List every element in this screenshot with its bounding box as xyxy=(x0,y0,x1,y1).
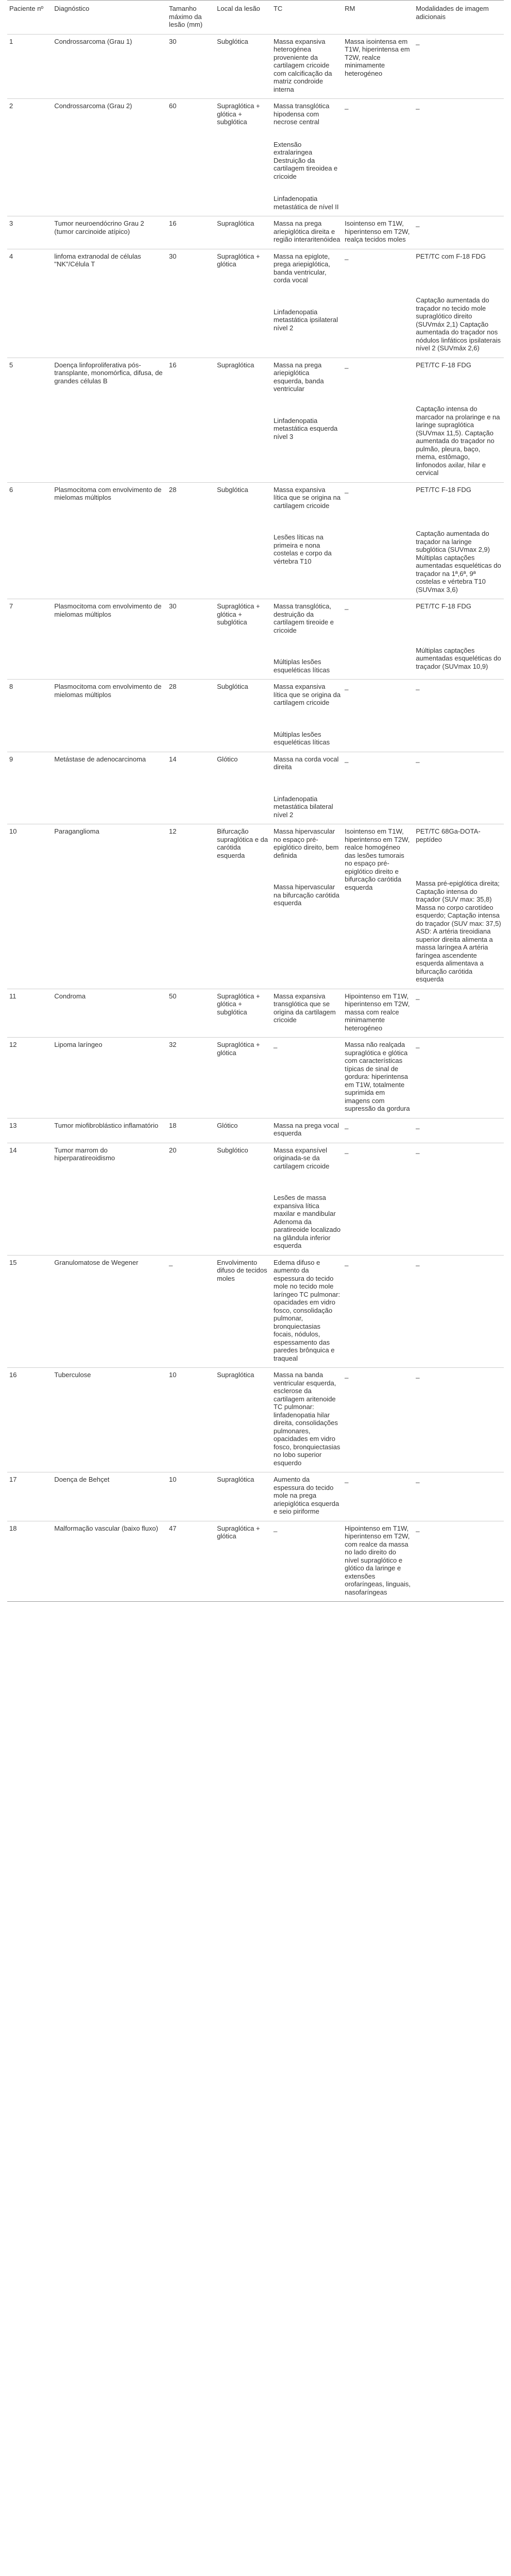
table-row xyxy=(7,680,504,752)
cell-diagnosis: Tuberculose xyxy=(54,1371,91,1379)
cell-ct-segment: Massa transglótica hipodensa com necrose central xyxy=(273,102,330,126)
cell-ct xyxy=(271,482,343,599)
cell-ct xyxy=(271,1472,343,1521)
cell-lesion-size: 18 xyxy=(169,1121,177,1129)
cell-mri xyxy=(343,824,414,989)
cell-ct-segment: Linfadenopatia metastática ipsilateral nível 2 xyxy=(273,308,338,332)
cell-diagnosis: Tumor miofibroblástico inflamatório xyxy=(54,1121,159,1129)
cell-ct-segment: Massa hipervascular na bifurcação carótida esquerda xyxy=(273,883,339,907)
cell-ct xyxy=(271,752,343,824)
cell-diagnosis: Tumor marrom do hiperparatireoidismo xyxy=(54,1146,115,1162)
cell-mri-segment: _ xyxy=(345,485,349,494)
header-mri: RM xyxy=(343,1,414,35)
cell-patient-number: 3 xyxy=(9,219,13,227)
cell-lesion-size: 50 xyxy=(169,992,177,1000)
cell-ct xyxy=(271,34,343,99)
header-site: Local da lesão xyxy=(215,1,271,35)
cell-mri xyxy=(343,1521,414,1602)
cell-patient-number: 5 xyxy=(9,361,13,369)
cell-mri-segment: _ xyxy=(345,361,349,369)
table-row xyxy=(7,249,504,358)
cell-additional-imaging-segment: _ xyxy=(416,1041,420,1048)
cell-ct-segment: Extensão extralaringea Destruição da cartilagem tireoidea e cricoide xyxy=(273,140,338,180)
cell-ct-segment: Lesões de massa expansiva lítica maxilar e mandibular Adenoma da paratireoide localizado na glândula inferior esquerda xyxy=(273,1194,341,1249)
cell-ct-segment: Massa na epiglote, prega ariepiglótica, banda ventricular, corda vocal xyxy=(273,252,330,284)
cell-diagnosis: Condrossarcoma (Grau 2) xyxy=(54,102,132,110)
cell-additional-imaging-segment: Captação aumentada do traçador no tecido mole supraglótico direito (SUVmáx 2,1) Captação aumentada do traçador nos nódulos linfáticos ipsilaterais nível 2 (SUVmáx 2,6) xyxy=(416,296,501,352)
cell-additional-imaging xyxy=(414,752,504,824)
cell-diagnosis: linfoma extranodal de células "NK"/Célula T xyxy=(54,252,141,268)
cell-ct xyxy=(271,824,343,989)
cell-additional-imaging xyxy=(414,1038,504,1118)
table-row xyxy=(7,99,504,216)
cell-diagnosis: Paraganglioma xyxy=(54,827,99,835)
cell-diagnosis: Malformação vascular (baixo fluxo) xyxy=(54,1524,158,1532)
cell-mri-segment: Massa isointensa em T1W, hiperintensa em T2W, realce minimamente heterogéneo xyxy=(345,37,410,77)
cell-ct-segment: Massa transglótica, destruição da cartilagem tireoide e cricoide xyxy=(273,602,334,634)
header-ct: TC xyxy=(271,1,343,35)
cell-lesion-size: _ xyxy=(169,1258,173,1266)
cell-lesion-site: Supraglótica xyxy=(217,361,254,369)
cell-ct-segment: Massa expansível originada-se da cartilagem cricoide xyxy=(273,1146,330,1170)
cell-lesion-site: Glótico xyxy=(217,1121,238,1129)
cell-ct-segment: Múltiplas lesões esqueléticas líticas xyxy=(273,730,330,746)
header-other-imaging: Modalidades de imagem adicionais xyxy=(414,1,504,35)
table-row xyxy=(7,34,504,99)
cell-additional-imaging xyxy=(414,1118,504,1143)
cell-additional-imaging-segment: _ xyxy=(416,1524,420,1532)
cell-additional-imaging-segment: PET/TC F-18 FDG xyxy=(416,361,471,369)
cell-additional-imaging xyxy=(414,680,504,752)
cell-lesion-site: Supraglótica + glótica xyxy=(217,1524,260,1540)
cell-additional-imaging-segment: Captação intensa do marcador na prolaringe e na laringe supraglótica (SUVmax 11,5). Captação aumentada do traçador no pulmão, pleura, baço, rnema, estômago, linfonodos axilar, hilar e cervical xyxy=(416,405,500,477)
cell-mri-segment: _ xyxy=(345,102,349,110)
cell-additional-imaging-segment: _ xyxy=(416,219,420,227)
table-row xyxy=(7,752,504,824)
cell-ct xyxy=(271,1521,343,1602)
cell-lesion-site: Glótico xyxy=(217,755,238,763)
cell-diagnosis: Doença linfoproliferativa pós-transplante, monomórfica, difusa, de grandes células B xyxy=(54,361,163,385)
cell-additional-imaging-segment: Múltiplas captações aumentadas esqueléticas do traçador (SUVmax 10,9) xyxy=(416,646,501,670)
table-row xyxy=(7,216,504,249)
table-row xyxy=(7,358,504,482)
cell-ct-segment: Massa na prega vocal esquerda xyxy=(273,1121,339,1137)
cell-mri xyxy=(343,1255,414,1368)
cell-lesion-site: Supraglótica + glótica xyxy=(217,252,260,268)
cell-ct xyxy=(271,599,343,680)
cell-lesion-size: 28 xyxy=(169,485,177,494)
cell-patient-number: 17 xyxy=(9,1476,17,1483)
case-table xyxy=(7,0,504,1602)
cell-patient-number: 12 xyxy=(9,1041,17,1048)
cell-ct-segment: Linfadenopatia metastática bilateral nível 2 xyxy=(273,794,333,819)
cell-lesion-site: Supraglótica + glótica + subglótica xyxy=(217,602,260,626)
cell-mri xyxy=(343,34,414,99)
header-row xyxy=(7,1,504,35)
cell-diagnosis: Doença de Behçet xyxy=(54,1476,110,1483)
cell-diagnosis: Metástase de adenocarcinoma xyxy=(54,755,146,763)
cell-additional-imaging-segment: _ xyxy=(416,37,420,45)
cell-ct-segment: _ xyxy=(273,1041,278,1048)
cell-additional-imaging xyxy=(414,249,504,358)
cell-mri xyxy=(343,1038,414,1118)
table-row xyxy=(7,599,504,680)
cell-additional-imaging-segment: _ xyxy=(416,1121,420,1129)
cell-patient-number: 6 xyxy=(9,485,13,494)
cell-lesion-size: 16 xyxy=(169,361,177,369)
cell-lesion-site: Supraglótica + glótica xyxy=(217,1041,260,1057)
table-row xyxy=(7,1118,504,1143)
table-row xyxy=(7,1521,504,1602)
cell-ct-segment: Lesões líticas na primeira e nona costelas e corpo da vértebra T10 xyxy=(273,533,332,565)
cell-mri xyxy=(343,216,414,249)
cell-ct xyxy=(271,1368,343,1472)
cell-patient-number: 9 xyxy=(9,755,13,763)
cell-additional-imaging-segment: _ xyxy=(416,1371,420,1379)
cell-additional-imaging-segment: Massa pré-epiglótica direita; Captação intensa do traçador (SUV max: 35,8) Massa no corpo carotídeo esquerdo; Captação intensa do traçador (SUV max: 37,5) ASD: A artéria tireoidiana superior direita alimenta a massa laríngea A artéria faríngea ascendente esquerda alimentava a bifurcação carótida esquerda xyxy=(416,879,501,983)
cell-lesion-site: Subglótica xyxy=(217,485,248,494)
cell-ct-segment: Massa na prega ariepiglótica esquerda, banda ventricular xyxy=(273,361,324,393)
cell-mri-segment: Hipointenso em T1W, hiperintenso em T2W, com realce da massa no lado direito do nível supraglótico e glótico da laringe e extensões orofaríngeas, linguais, nasofaríngeas xyxy=(345,1524,411,1596)
cell-mri xyxy=(343,358,414,482)
cell-lesion-size: 10 xyxy=(169,1371,177,1379)
cell-lesion-site: Subglótico xyxy=(217,1146,248,1154)
table-row xyxy=(7,1038,504,1118)
cell-mri xyxy=(343,1368,414,1472)
cell-ct-segment: Massa expansiva heterogénea proveniente da cartilagem cricoide com calcificação da matriz condroide interna xyxy=(273,37,332,93)
cell-patient-number: 1 xyxy=(9,37,13,45)
cell-additional-imaging-segment: _ xyxy=(416,1258,420,1266)
cell-lesion-site: Supraglótica + glótica + subglótica xyxy=(217,992,260,1016)
cell-ct-segment: Massa expansiva lítica que se origina na cartilagem cricoide xyxy=(273,485,341,510)
cell-mri-segment: _ xyxy=(345,683,349,690)
cell-lesion-size: 30 xyxy=(169,602,177,610)
cell-mri-segment: Massa não realçada supraglótica e glótica com características típicas de sinal de gordura: hiperintensa em T1W, totalmente suprimida em imagens com supressão da gordura xyxy=(345,1041,410,1112)
cell-ct-segment: Edema difuso e aumento da espessura do tecido mole no tecido mole laríngeo TC pulmonar: opacidades em vidro fosco, consolidação pulmonar, bronquiectasias focais, nódulos, espessamento das paredes brônquica e traqueal xyxy=(273,1258,340,1362)
header-patient: Paciente nº xyxy=(7,1,52,35)
cell-additional-imaging xyxy=(414,1255,504,1368)
cell-lesion-site: Supraglótica + glótica + subglótica xyxy=(217,102,260,126)
cell-additional-imaging xyxy=(414,216,504,249)
cell-lesion-site: Envolvimento difuso de tecidos moles xyxy=(217,1258,267,1282)
cell-additional-imaging-segment: PET/TC F-18 FDG xyxy=(416,602,471,610)
cell-mri xyxy=(343,1118,414,1143)
cell-mri-segment: _ xyxy=(345,1371,349,1379)
cell-additional-imaging xyxy=(414,1368,504,1472)
table-row xyxy=(7,1472,504,1521)
header-size: Tamanho máximo da lesão (mm) xyxy=(167,1,215,35)
cell-additional-imaging xyxy=(414,599,504,680)
cell-ct xyxy=(271,99,343,216)
cell-ct-segment: Massa na prega ariepiglótica direita e região interaritenóidea xyxy=(273,219,340,243)
cell-lesion-site: Supraglótica xyxy=(217,1476,254,1483)
cell-lesion-size: 30 xyxy=(169,252,177,260)
cell-mri xyxy=(343,1472,414,1521)
cell-patient-number: 10 xyxy=(9,827,17,835)
cell-patient-number: 11 xyxy=(9,992,16,1000)
cell-lesion-site: Subglótica xyxy=(217,37,248,45)
cell-patient-number: 16 xyxy=(9,1371,17,1379)
table-row xyxy=(7,824,504,989)
cell-patient-number: 18 xyxy=(9,1524,17,1532)
cell-mri-segment: Hipointenso em T1W, hiperintenso em T2W, massa com realce minimamente heterogéneo xyxy=(345,992,410,1032)
cell-ct-segment: Aumento da espessura do tecido mole na prega ariepiglótica esquerda e seio piriforme xyxy=(273,1476,339,1515)
cell-additional-imaging-segment: _ xyxy=(416,992,420,1000)
cell-mri xyxy=(343,752,414,824)
cell-lesion-site: Supraglótica xyxy=(217,219,254,227)
cell-ct xyxy=(271,216,343,249)
cell-lesion-size: 28 xyxy=(169,683,177,690)
cell-ct-segment: Massa hipervascular no espaço pré-epiglótico direito, bem definida xyxy=(273,827,339,859)
cell-diagnosis: Plasmocitoma com envolvimento de mielomas múltiplos xyxy=(54,602,162,618)
cell-additional-imaging-segment: Captação aumentada do traçador na laringe subglótica (SUVmax 2,9) Múltiplas captações aumentadas esqueléticas do traçador na 1ª,6ª, 9ª costelas e vértebra T10 (SUVmax 3,6) xyxy=(416,530,501,594)
cell-patient-number: 15 xyxy=(9,1258,17,1266)
cell-additional-imaging xyxy=(414,482,504,599)
table-row xyxy=(7,1368,504,1472)
cell-diagnosis: Condroma xyxy=(54,992,86,1000)
cell-mri-segment: _ xyxy=(345,252,349,260)
cell-lesion-size: 60 xyxy=(169,102,177,110)
cell-lesion-size: 32 xyxy=(169,1041,177,1048)
cell-lesion-site: Subglótica xyxy=(217,683,248,690)
cell-diagnosis: Plasmocitoma com envolvimento de mielomas múltiplos xyxy=(54,485,162,501)
table-row xyxy=(7,989,504,1038)
cell-additional-imaging xyxy=(414,358,504,482)
cell-additional-imaging-segment: PET/TC 68Ga-DOTA-peptídeo xyxy=(416,827,481,843)
cell-lesion-size: 12 xyxy=(169,827,177,835)
header-diagnosis: Diagnóstico xyxy=(52,1,167,35)
cell-diagnosis: Plasmocitoma com envolvimento de mielomas múltiplos xyxy=(54,683,162,699)
cell-additional-imaging-segment: PET/TC F-18 FDG xyxy=(416,485,471,494)
cell-mri xyxy=(343,599,414,680)
cell-lesion-size: 20 xyxy=(169,1146,177,1154)
cell-patient-number: 4 xyxy=(9,252,13,260)
cell-additional-imaging-segment: PET/TC com F-18 FDG xyxy=(416,252,486,260)
cell-additional-imaging xyxy=(414,1143,504,1255)
cell-ct-segment: Massa expansiva transglótica que se origina da cartilagem cricoide xyxy=(273,992,336,1024)
cell-additional-imaging-segment: _ xyxy=(416,1146,420,1154)
cell-mri xyxy=(343,1143,414,1255)
cell-lesion-size: 47 xyxy=(169,1524,177,1532)
cell-ct-segment: _ xyxy=(273,1524,278,1532)
cell-lesion-size: 30 xyxy=(169,37,177,45)
cell-mri-segment: _ xyxy=(345,1121,349,1129)
cell-ct-segment: Massa na corda vocal direita xyxy=(273,755,339,771)
cell-lesion-size: 10 xyxy=(169,1476,177,1483)
cell-ct xyxy=(271,1255,343,1368)
cell-additional-imaging xyxy=(414,1472,504,1521)
table-body xyxy=(7,34,504,1602)
cell-ct-segment: Massa expansiva lítica que se origina da cartilagem cricoide xyxy=(273,683,341,706)
cell-mri xyxy=(343,249,414,358)
table-row xyxy=(7,482,504,599)
cell-ct xyxy=(271,1143,343,1255)
cell-ct-segment: Múltiplas lesões esqueléticas líticas xyxy=(273,658,330,674)
cell-patient-number: 2 xyxy=(9,102,13,110)
cell-diagnosis: Condrossarcoma (Grau 1) xyxy=(54,37,132,45)
cell-mri xyxy=(343,989,414,1038)
cell-patient-number: 7 xyxy=(9,602,13,610)
table-row xyxy=(7,1255,504,1368)
cell-additional-imaging xyxy=(414,989,504,1038)
cell-mri-segment: _ xyxy=(345,602,349,610)
cell-mri xyxy=(343,482,414,599)
cell-diagnosis: Tumor neuroendócrino Grau 2 (tumor carcinoide atípico) xyxy=(54,219,144,235)
cell-ct xyxy=(271,1118,343,1143)
cell-ct xyxy=(271,249,343,358)
cell-lesion-site: Supraglótica xyxy=(217,1371,254,1379)
cell-lesion-site: Bifurcação supraglótica e da carótida esquerda xyxy=(217,827,268,859)
cell-additional-imaging-segment: _ xyxy=(416,683,420,690)
cell-diagnosis: Lipoma laríngeo xyxy=(54,1041,103,1048)
table-header xyxy=(7,1,504,35)
cell-additional-imaging xyxy=(414,34,504,99)
cell-patient-number: 14 xyxy=(9,1146,17,1154)
cell-ct xyxy=(271,989,343,1038)
cell-ct xyxy=(271,358,343,482)
cell-mri-segment: _ xyxy=(345,755,349,763)
cell-patient-number: 13 xyxy=(9,1121,17,1129)
cell-lesion-size: 14 xyxy=(169,755,177,763)
cell-additional-imaging-segment: _ xyxy=(416,1476,420,1483)
cell-mri-segment: _ xyxy=(345,1258,349,1266)
cell-mri xyxy=(343,680,414,752)
cell-lesion-size: 16 xyxy=(169,219,177,227)
cell-additional-imaging xyxy=(414,824,504,989)
cell-ct-segment: Linfadenopatia metastática esquerda nível 3 xyxy=(273,416,338,440)
cell-ct-segment: Linfadenopatia metastática de nível II xyxy=(273,195,339,211)
cell-additional-imaging xyxy=(414,99,504,216)
cell-ct-segment: Massa na banda ventricular esquerda, esclerose da cartilagem aritenoide TC pulmonar: linfadenopatia hilar direita, consolidações pulmonares, opacidades em vidro fosco, bronquiectasias no lobo superior esquerdo xyxy=(273,1371,340,1467)
cell-mri-segment: _ xyxy=(345,1146,349,1154)
cell-mri-segment: Isointenso em T1W, hiperintenso em T2W, realça tecidos moles xyxy=(345,219,410,243)
cell-patient-number: 8 xyxy=(9,683,13,690)
cell-additional-imaging-segment: _ xyxy=(416,755,420,763)
cell-additional-imaging xyxy=(414,1521,504,1602)
cell-mri-segment: _ xyxy=(345,1476,349,1483)
cell-additional-imaging-segment: _ xyxy=(416,102,420,110)
cell-ct xyxy=(271,1038,343,1118)
cell-diagnosis: Granulomatose de Wegener xyxy=(54,1258,139,1266)
table-row xyxy=(7,1143,504,1255)
cell-ct xyxy=(271,680,343,752)
cell-mri-segment: Isointenso em T1W, hiperintenso em T2W, realce homogéneo das lesões tumorais no espaço pré-epiglótico direito e bifurcação carótida esquerda xyxy=(345,827,410,891)
cell-mri xyxy=(343,99,414,216)
